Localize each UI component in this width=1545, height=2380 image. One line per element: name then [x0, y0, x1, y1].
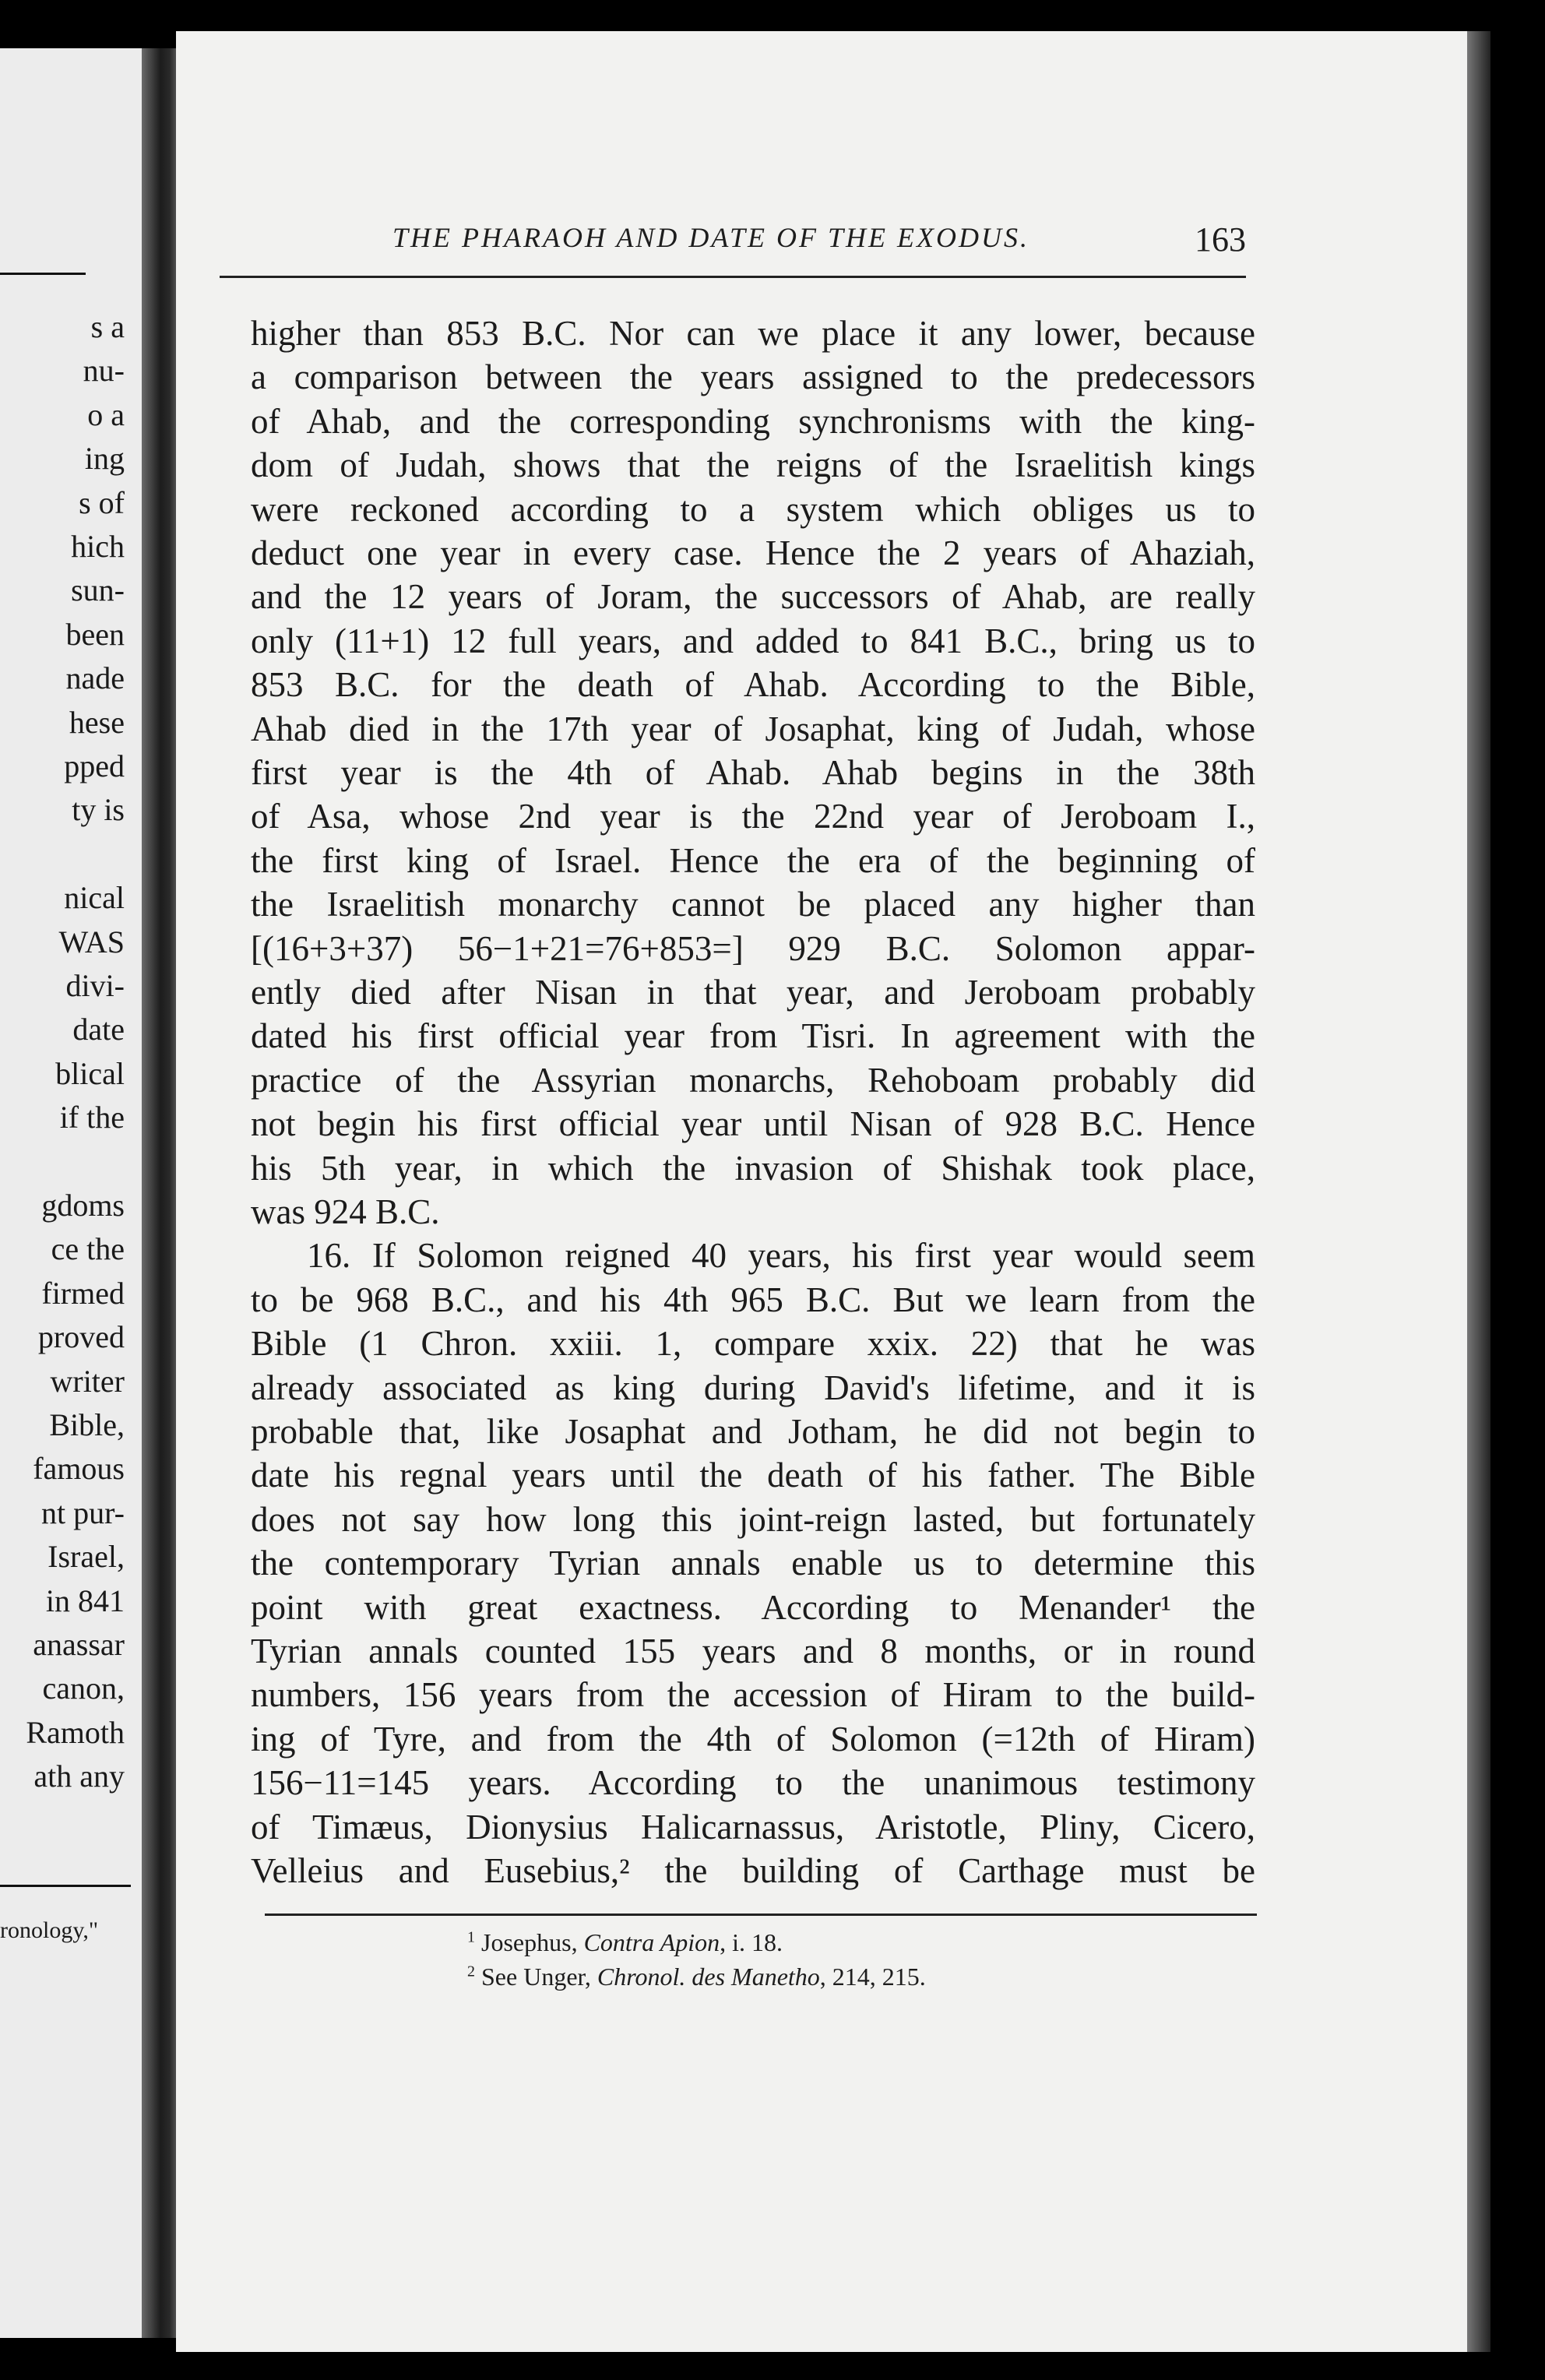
- body-line: already associated as king during David's lifetime, and it is: [251, 1368, 1255, 1407]
- facing-page-line-fragment: famous: [33, 1451, 125, 1487]
- body-line: numbers, 156 years from the accession of Hiram to the build-: [251, 1675, 1255, 1715]
- body-line: practice of the Assyrian monarchs, Rehoboam probably did: [251, 1060, 1255, 1100]
- facing-page-line-fragment: hich: [71, 529, 125, 564]
- page-number: 163: [1195, 220, 1246, 259]
- facing-page-footnote-fragment: ronology,": [0, 1917, 99, 1943]
- body-line: ing of Tyre, and from the 4th of Solomon (=12th of Hiram): [251, 1719, 1255, 1759]
- facing-page-line-fragment: canon,: [42, 1671, 125, 1706]
- body-line: ently died after Nisan in that year, and Jeroboam probably: [251, 973, 1255, 1012]
- facing-page-line-fragment: nt pur-: [41, 1495, 125, 1530]
- facing-page-line-fragment: Bible,: [49, 1407, 125, 1442]
- body-line: dom of Judah, shows that the reigns of the Israelitish kings: [251, 445, 1255, 485]
- body-line: of Timæus, Dionysius Halicarnassus, Aristotle, Pliny, Cicero,: [251, 1807, 1255, 1847]
- body-line: was 924 B.C.: [251, 1192, 440, 1231]
- facing-page-line-fragment: firmed: [41, 1275, 125, 1311]
- footnote-marker: 1: [467, 1928, 475, 1946]
- facing-page-line-fragment: WAS: [58, 924, 125, 959]
- facing-page-line-fragment: proved: [37, 1319, 125, 1355]
- body-line: Tyrian annals counted 155 years and 8 months, or in round: [251, 1632, 1255, 1671]
- body-line: [(16+3+37) 56−1+21=76+853=] 929 B.C. Solomon appar-: [251, 928, 1255, 968]
- body-line: deduct one year in every case. Hence the 2 years of Ahaziah,: [251, 533, 1255, 572]
- facing-page-foot-rule: [0, 1885, 131, 1887]
- facing-page-line-fragment: nu-: [83, 353, 125, 389]
- body-line: 16. If Solomon reigned 40 years, his first year would seem: [307, 1236, 1255, 1276]
- footnote-2: $^2$ See Unger, Chronol. des Manetho, 214, 215.: [467, 1963, 926, 1991]
- facing-page-line-fragment: divi-: [65, 968, 125, 1003]
- facing-page-line-fragment: blical: [55, 1055, 125, 1091]
- running-head-title: THE PHARAOH AND DATE OF THE EXODUS.: [392, 222, 1029, 253]
- facing-page-line-fragment: date: [72, 1012, 125, 1047]
- body-line: Ahab died in the 17th year of Josaphat, king of Judah, whose: [251, 709, 1255, 748]
- body-line: only (11+1) 12 full years, and added to 841 B.C., bring us to: [251, 621, 1255, 660]
- body-line: dated his first official year from Tisri. In agreement with the: [251, 1016, 1255, 1056]
- body-line: the Israelitish monarchy cannot be placed any higher than: [251, 885, 1255, 924]
- body-line: to be 968 B.C., and his 4th 965 B.C. But we learn from the: [251, 1280, 1255, 1319]
- page-edge-shadow: [1467, 31, 1490, 2352]
- body-line: a comparison between the years assigned to the predecessors: [251, 357, 1255, 397]
- facing-page-fragment: [0, 48, 164, 2338]
- facing-page-line-fragment: nade: [65, 660, 125, 696]
- facing-page-line-fragment: sun-: [71, 572, 125, 608]
- body-line: the contemporary Tyrian annals enable us to determine this: [251, 1544, 1255, 1583]
- facing-page-line-fragment: ty is: [72, 792, 125, 828]
- body-line: 156−11=145 years. According to the unanimous testimony: [251, 1763, 1255, 1803]
- facing-page-line-fragment: s of: [79, 484, 125, 520]
- facing-page-line-fragment: o a: [87, 396, 125, 432]
- body-line: point with great exactness. According to Menander¹ the: [251, 1587, 1255, 1627]
- body-line: first year is the 4th of Ahab. Ahab begins in the 38th: [251, 753, 1255, 792]
- running-head-rule: [220, 276, 1246, 278]
- footnote-marker: 2: [467, 1963, 475, 1980]
- facing-page-line-fragment: ce the: [51, 1231, 125, 1267]
- body-line: not begin his first official year until Nisan of 928 B.C. Hence: [251, 1104, 1255, 1144]
- facing-page-line-fragment: if the: [59, 1100, 125, 1135]
- facing-page-line-fragment: hese: [69, 704, 125, 740]
- facing-page-line-fragment: ing: [84, 441, 125, 477]
- body-line: and the 12 years of Joram, the successors of Ahab, are really: [251, 577, 1255, 617]
- facing-page-line-fragment: pped: [64, 748, 125, 783]
- body-line: of Ahab, and the corresponding synchronisms with the king-: [251, 401, 1255, 441]
- body-line: does not say how long this joint-reign lasted, but fortunately: [251, 1499, 1255, 1539]
- footnote-rule: [265, 1914, 1257, 1916]
- body-line: Bible (1 Chron. xxiii. 1, compare xxix. 22) that he was: [251, 1324, 1255, 1364]
- body-line: 853 B.C. for the death of Ahab. According to the Bible,: [251, 665, 1255, 705]
- body-line: probable that, like Josaphat and Jotham, he did not begin to: [251, 1412, 1255, 1451]
- footnote-title: Contra Apion: [583, 1928, 720, 1956]
- body-line: were reckoned according to a system which obliges us to: [251, 489, 1255, 529]
- facing-page-line-fragment: s a: [90, 309, 125, 344]
- facing-page-line-fragment: in 841: [45, 1583, 125, 1618]
- facing-page-line-fragment: ath any: [33, 1759, 125, 1794]
- footnote-1: $^1$ Josephus, Contra Apion, i. 18.: [467, 1928, 783, 1956]
- running-head: [220, 204, 1246, 259]
- facing-page-line-fragment: nical: [64, 880, 125, 916]
- body-line: of Asa, whose 2nd year is the 22nd year of Jeroboam I.,: [251, 797, 1255, 836]
- body-line: higher than 853 B.C. Nor can we place it any lower, because: [251, 314, 1255, 353]
- facing-page-line-fragment: been: [65, 616, 125, 652]
- facing-page-line-fragment: gdoms: [41, 1188, 125, 1223]
- facing-page-line-fragment: anassar: [33, 1627, 125, 1662]
- footnote-title: Chronol. des Manetho: [597, 1963, 820, 1991]
- body-line: the first king of Israel. Hence the era of the beginning of: [251, 840, 1255, 880]
- facing-page-head-rule: [0, 273, 86, 275]
- body-line: Velleius and Eusebius,² the building of Carthage must be: [251, 1851, 1255, 1890]
- facing-page-line-fragment: Ramoth: [26, 1714, 125, 1750]
- body-line: his 5th year, in which the invasion of Shishak took place,: [251, 1148, 1255, 1188]
- body-line: date his regnal years until the death of his father. The Bible: [251, 1456, 1255, 1495]
- facing-page-line-fragment: writer: [50, 1363, 125, 1399]
- facing-page-line-fragment: Israel,: [48, 1539, 125, 1575]
